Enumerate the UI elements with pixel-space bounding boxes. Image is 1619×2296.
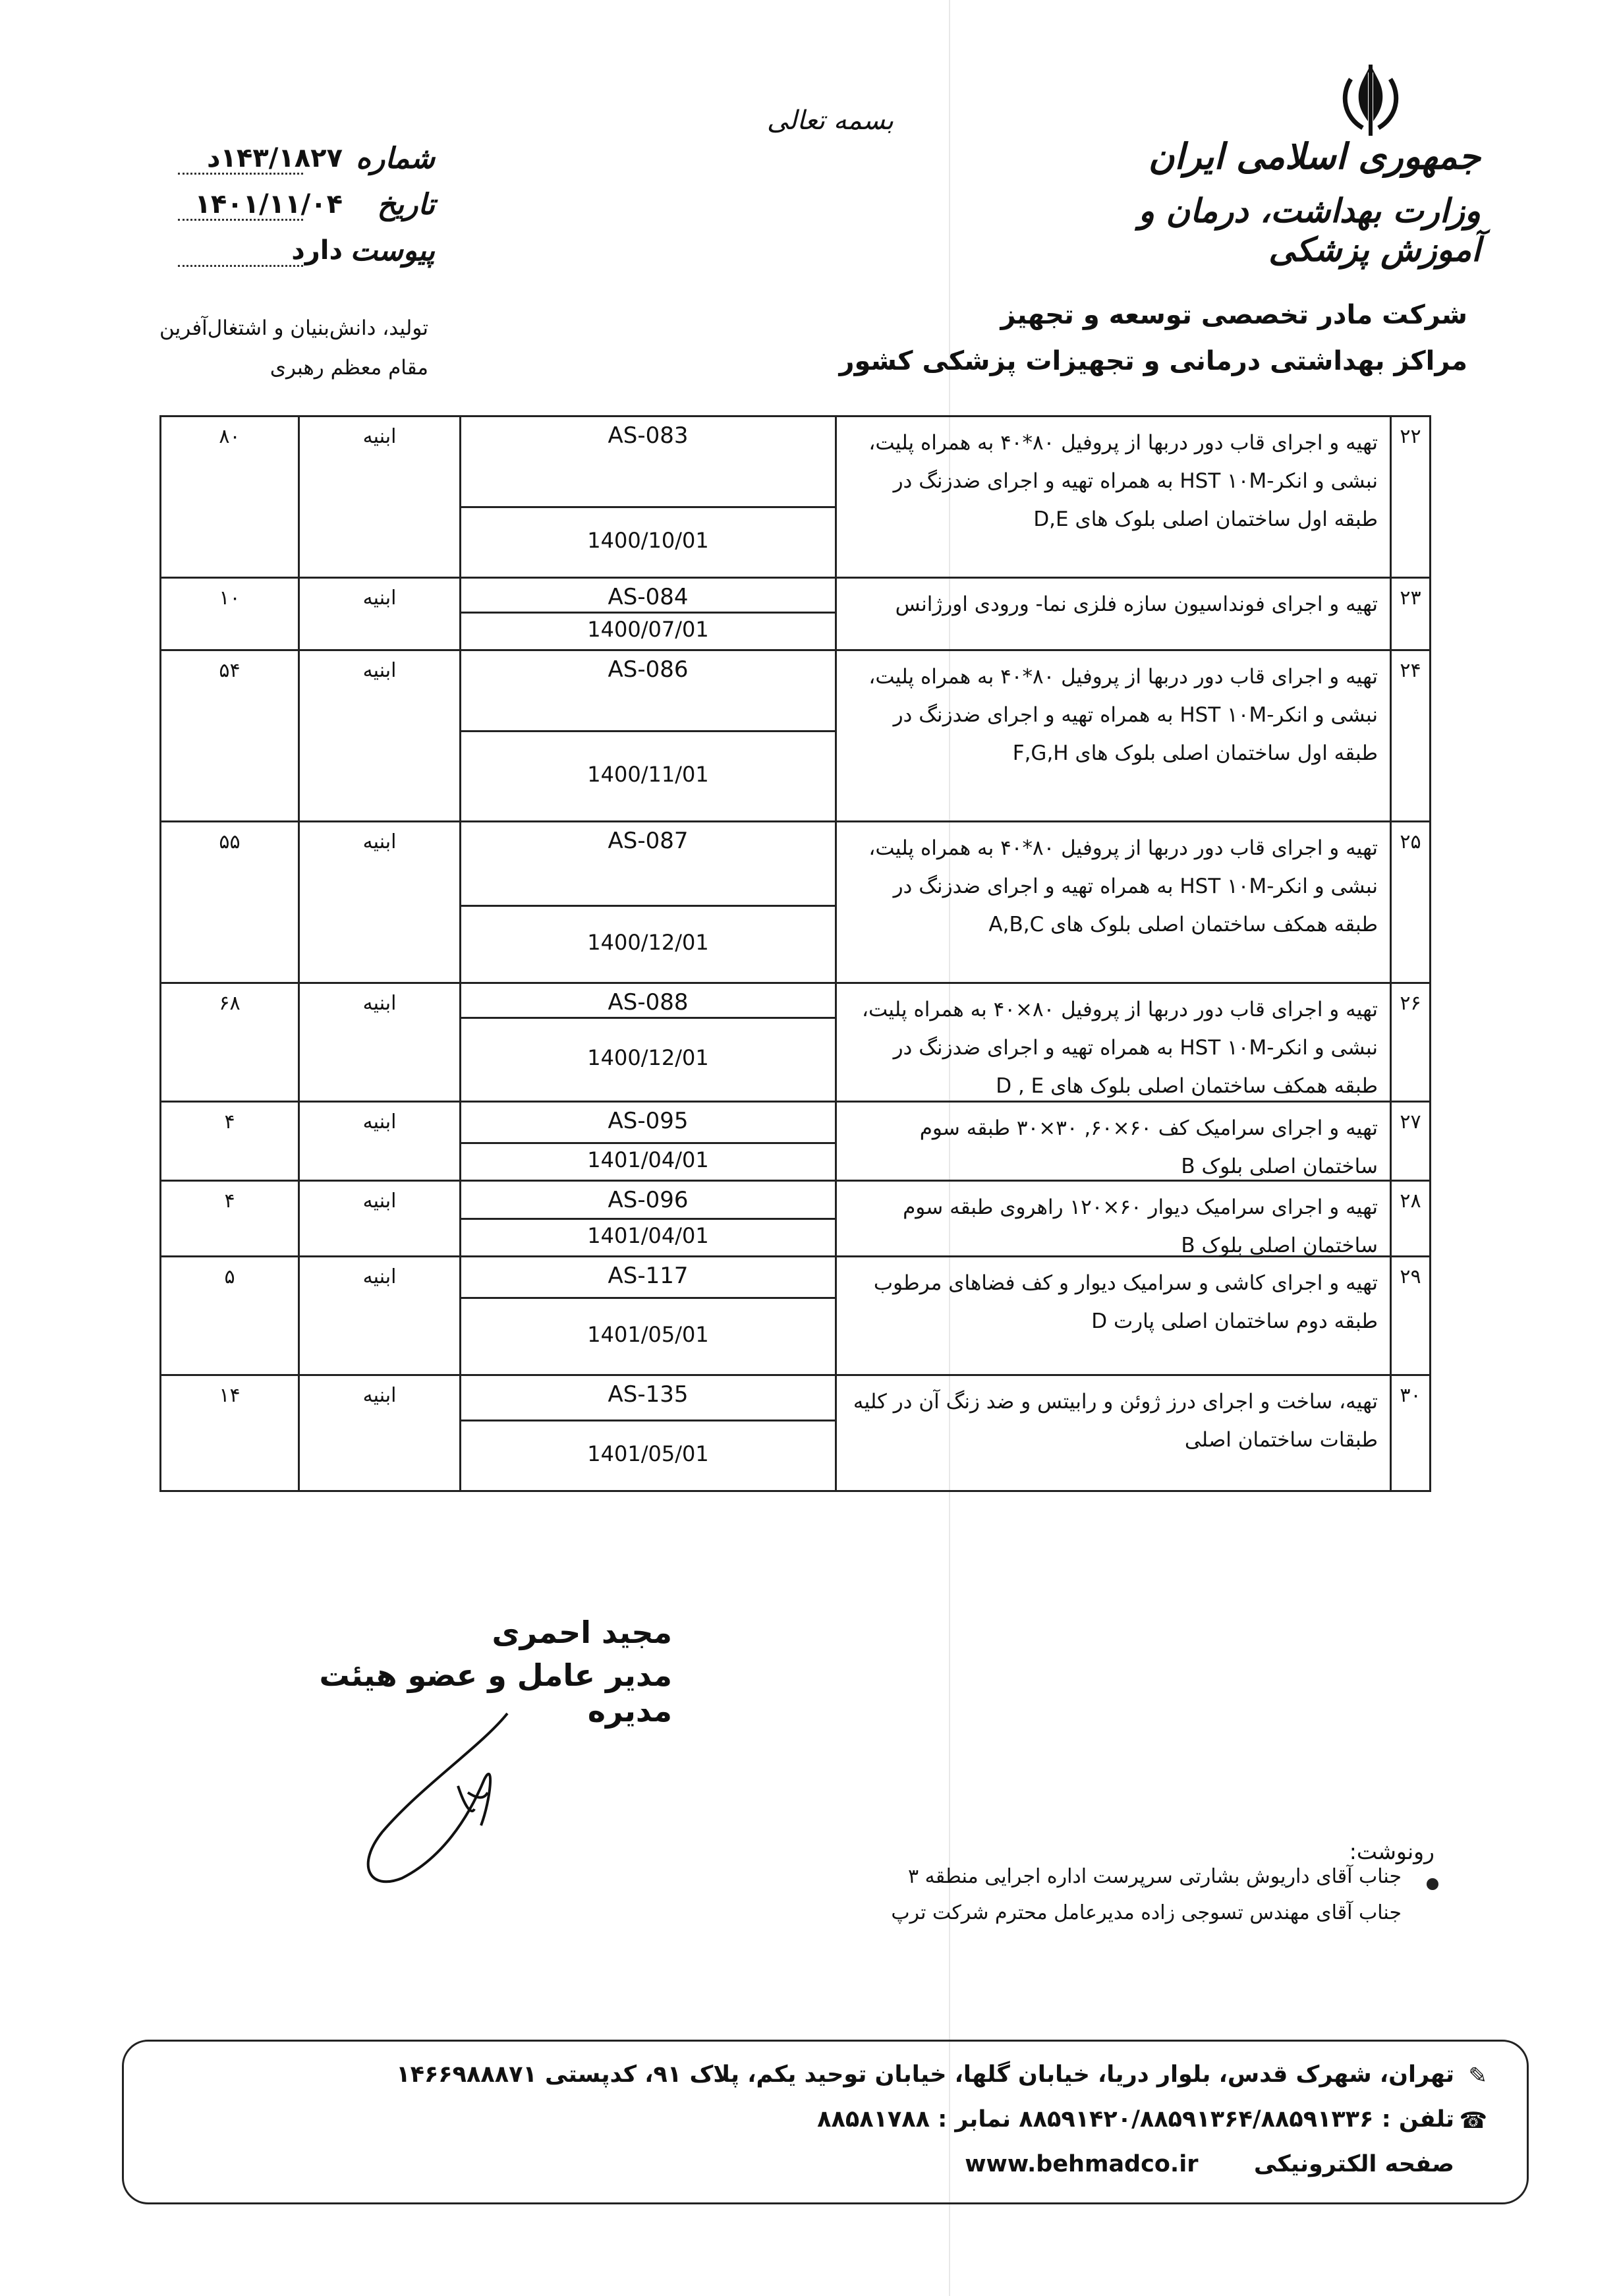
cell-divider xyxy=(461,1017,835,1019)
quantity-cell xyxy=(161,651,300,820)
quantity-value: ۶۸ xyxy=(219,992,241,1015)
item-date: 1400/12/01 xyxy=(587,930,709,955)
item-date: 1400/07/01 xyxy=(587,617,709,642)
item-code: AS-084 xyxy=(608,584,689,610)
row-number: ۲۳ xyxy=(1400,587,1421,610)
org-name-line2: وزارت بهداشت، درمان و آموزش پزشکی xyxy=(1138,191,1481,269)
row-number-cell xyxy=(1392,1103,1429,1180)
row-number-cell xyxy=(1392,417,1429,577)
unit-cell xyxy=(300,417,461,577)
code-date-cell xyxy=(461,579,837,649)
item-code: AS-117 xyxy=(608,1263,689,1289)
unit-cell xyxy=(300,651,461,820)
unit-value: ابنیه xyxy=(362,1110,397,1134)
item-description: تهیه و اجرای فونداسیون سازه فلزی نما- ورودی اورژانس xyxy=(895,592,1378,616)
unit-cell xyxy=(300,822,461,982)
pen-icon: ✎ xyxy=(1468,2063,1487,2089)
item-date: 1400/12/01 xyxy=(587,1045,709,1070)
row-number-cell xyxy=(1392,984,1429,1101)
code-date-cell xyxy=(461,1182,837,1255)
row-number: ۲۹ xyxy=(1400,1265,1421,1288)
dotted-line xyxy=(178,265,303,267)
company-name-line2: مراکز بهداشتی درمانی و تجهیزات پزشکی کشور xyxy=(839,346,1467,376)
phone-icon: ☎ xyxy=(1459,2108,1487,2134)
unit-value: ابنیه xyxy=(362,1190,397,1213)
cell-divider xyxy=(461,612,835,614)
attachment-label: پیوست xyxy=(350,234,435,268)
item-date: 1401/04/01 xyxy=(587,1223,709,1248)
item-code: AS-135 xyxy=(608,1381,689,1408)
quantity-value: ۵۵ xyxy=(219,830,241,853)
item-description: تهیه و اجرای قاب دور دربها از پروفیل ۸۰*۴۰ به همراه پلیت، نبشی و انکر-HST ۱۰M به همراه تهیه و اجرای ضدزنگ در طبقه اول ساختمان اصلی بلوک های F,G,H xyxy=(868,665,1378,765)
row-number: ۲۶ xyxy=(1400,992,1421,1015)
row-number-cell xyxy=(1392,579,1429,649)
description-cell xyxy=(837,984,1392,1101)
quantity-value: ۴ xyxy=(224,1190,235,1213)
row-number: ۲۷ xyxy=(1400,1110,1421,1134)
quantity-cell xyxy=(161,822,300,982)
handwritten-signature xyxy=(343,1700,567,1898)
attachment-row xyxy=(158,234,435,273)
row-number-cell xyxy=(1392,822,1429,982)
table-row xyxy=(161,1376,1429,1492)
unit-cell xyxy=(300,1182,461,1255)
iran-emblem-icon xyxy=(1331,59,1410,138)
motto-attribution: مقام معظم رهبری xyxy=(270,356,428,380)
quantity-cell xyxy=(161,1376,300,1492)
table-row xyxy=(161,1257,1429,1376)
table-row xyxy=(161,651,1429,822)
description-cell xyxy=(837,822,1392,982)
item-date: 1400/11/01 xyxy=(587,762,709,787)
unit-cell xyxy=(300,984,461,1101)
unit-cell xyxy=(300,1257,461,1374)
cell-divider xyxy=(461,1218,835,1220)
unit-cell xyxy=(300,1376,461,1492)
item-code: AS-083 xyxy=(608,422,689,449)
item-description: تهیه و اجرای سرامیک کف ۶۰×۶۰, ۳۰×۳۰ طبقه سوم ساختمان اصلی بلوک B xyxy=(919,1116,1378,1178)
unit-value: ابنیه xyxy=(362,992,397,1015)
unit-value: ابنیه xyxy=(362,830,397,853)
footer-website-label: صفحه الکترونیکی xyxy=(1253,2151,1454,2177)
unit-value: ابنیه xyxy=(362,659,397,682)
footer-website-row xyxy=(202,2151,1454,2177)
description-cell xyxy=(837,651,1392,820)
quantity-value: ۵۴ xyxy=(219,659,241,682)
row-number-cell xyxy=(1392,651,1429,820)
unit-value: ابنیه xyxy=(362,425,397,448)
description-cell xyxy=(837,579,1392,649)
code-date-cell xyxy=(461,651,837,820)
footer-contact-box xyxy=(122,2040,1529,2204)
cc-label: رونوشت: xyxy=(1349,1839,1434,1864)
cc-recipient-1: جناب آقای داریوش بشارتی سرپرست اداره اجرایی منطقه ۳ xyxy=(908,1865,1402,1888)
row-number: ۲۵ xyxy=(1400,830,1421,853)
quantity-value: ۵ xyxy=(224,1265,235,1288)
motto-quote: تولید، دانش‌بنیان و اشتغال‌آفرین xyxy=(159,316,428,340)
quantity-cell xyxy=(161,1103,300,1180)
letter-number-value: ۱۴۳/۱۸۲۷د xyxy=(206,143,343,173)
item-code: AS-096 xyxy=(608,1187,689,1213)
item-code: AS-086 xyxy=(608,656,689,683)
code-date-cell xyxy=(461,1257,837,1374)
cell-divider xyxy=(461,1420,835,1421)
item-code: AS-095 xyxy=(608,1108,689,1134)
code-date-cell xyxy=(461,984,837,1101)
bullet-icon xyxy=(1427,1878,1438,1890)
signer-name: مجید احمری xyxy=(492,1615,672,1650)
letter-date-label: تاریخ xyxy=(377,188,435,221)
description-cell xyxy=(837,1376,1392,1492)
item-code: AS-087 xyxy=(608,828,689,854)
letter-number-row xyxy=(158,142,435,181)
item-description: تهیه، ساخت و اجرای درز ژوئن و رابیتس و ضد زنگ آن در کلیه طبقات ساختمان اصلی xyxy=(853,1390,1378,1452)
letter-date-row xyxy=(158,188,435,227)
code-date-cell xyxy=(461,1103,837,1180)
quantity-value: ۱۴ xyxy=(219,1384,241,1407)
row-number: ۲۲ xyxy=(1400,425,1421,448)
row-number: ۲۴ xyxy=(1400,659,1421,682)
quantity-value: ۴ xyxy=(224,1110,235,1134)
items-table xyxy=(159,415,1431,1492)
item-date: 1401/04/01 xyxy=(587,1147,709,1172)
unit-value: ابنیه xyxy=(362,587,397,610)
description-cell xyxy=(837,1103,1392,1180)
cell-divider xyxy=(461,730,835,732)
footer-website-link[interactable]: www.behmadco.ir xyxy=(965,2151,1199,2177)
org-name-line1: جمهوری اسلامی ایران xyxy=(1148,135,1481,177)
quantity-cell xyxy=(161,984,300,1101)
unit-cell xyxy=(300,579,461,649)
table-row xyxy=(161,984,1429,1103)
item-code: AS-088 xyxy=(608,989,689,1016)
table-row xyxy=(161,1103,1429,1182)
cell-divider xyxy=(461,1142,835,1144)
code-date-cell xyxy=(461,822,837,982)
quantity-cell xyxy=(161,417,300,577)
company-name-line1: شرکت مادر تخصصی توسعه و تجهیز xyxy=(1000,300,1467,330)
footer-phone: تلفن : ۸۸۵۹۱۴۲۰/۸۸۵۹۱۳۶۴/۸۸۵۹۱۳۳۶ نمابر : ۸۸۵۸۱۷۸۸ xyxy=(817,2106,1454,2133)
item-description: تهیه و اجرای قاب دور دربها از پروفیل ۸۰×۴۰ به همراه پلیت، نبشی و انکر-HST ۱۰M به همراه تهیه و اجرای ضدزنگ در طبقه همکف ساختمان اصلی بلوک های D , E xyxy=(861,998,1378,1098)
unit-value: ابنیه xyxy=(362,1384,397,1407)
table-row xyxy=(161,579,1429,651)
letter-date-value: ۱۴۰۱/۱۱/۰۴ xyxy=(194,189,343,219)
item-description: تهیه و اجرای قاب دور دربها از پروفیل ۸۰*۴۰ به همراه پلیت، نبشی و انکر-HST ۱۰M به همراه تهیه و اجرای ضدزنگ در طبقه همکف ساختمان اصلی بلوک های A,B,C xyxy=(868,836,1378,936)
item-date: 1400/10/01 xyxy=(587,528,709,553)
table-row xyxy=(161,417,1429,579)
code-date-cell xyxy=(461,1376,837,1492)
row-number-cell xyxy=(1392,1257,1429,1374)
letter-number-label: شماره xyxy=(355,142,435,175)
code-date-cell xyxy=(461,417,837,577)
row-number: ۳۰ xyxy=(1400,1384,1421,1407)
row-number-cell xyxy=(1392,1182,1429,1255)
cell-divider xyxy=(461,1297,835,1299)
cell-divider xyxy=(461,506,835,508)
table-row xyxy=(161,1182,1429,1257)
quantity-cell xyxy=(161,1182,300,1255)
item-description: تهیه و اجرای کاشی و سرامیک دیوار و کف فضاهای مرطوب طبقه دوم ساختمان اصلی پارت D xyxy=(873,1271,1378,1333)
description-cell xyxy=(837,1257,1392,1374)
quantity-value: ۸۰ xyxy=(219,425,241,448)
item-description: تهیه و اجرای قاب دور دربها از پروفیل ۸۰*۴۰ به همراه پلیت، نبشی و انکر-HST ۱۰M به همراه تهیه و اجرای ضدزنگ در طبقه اول ساختمان اصلی بلوک های D,E xyxy=(868,431,1378,531)
cc-recipient-2: جناب آقای مهندس تسوجی زاده مدیرعامل محترم شرکت ترپ xyxy=(891,1901,1402,1924)
quantity-cell xyxy=(161,1257,300,1374)
footer-address: تهران، شهرک قدس، بلوار دریا، خیابان گلها، خیابان توحید یکم، پلاک ۹۱، کدپستی ۱۴۶۶۹۸۸۸۷۱ xyxy=(396,2061,1454,2088)
item-date: 1401/05/01 xyxy=(587,1441,709,1466)
cell-divider xyxy=(461,905,835,907)
row-number-cell xyxy=(1392,1376,1429,1492)
quantity-value: ۱۰ xyxy=(219,587,241,610)
attachment-value: دارد xyxy=(291,235,343,266)
item-date: 1401/05/01 xyxy=(587,1322,709,1347)
signer-title: مدیر عامل و عضو هیئت مدیره xyxy=(319,1657,672,1729)
description-cell xyxy=(837,417,1392,577)
bismillah-heading: بسمه تعالی xyxy=(766,105,894,136)
unit-value: ابنیه xyxy=(362,1265,397,1288)
quantity-cell xyxy=(161,579,300,649)
description-cell xyxy=(837,1182,1392,1255)
unit-cell xyxy=(300,1103,461,1180)
item-description: تهیه و اجرای سرامیک دیوار ۶۰×۱۲۰ راهروی طبقه سوم ساختمان اصلی بلوک B xyxy=(903,1195,1378,1257)
row-number: ۲۸ xyxy=(1400,1190,1421,1213)
table-row xyxy=(161,822,1429,984)
